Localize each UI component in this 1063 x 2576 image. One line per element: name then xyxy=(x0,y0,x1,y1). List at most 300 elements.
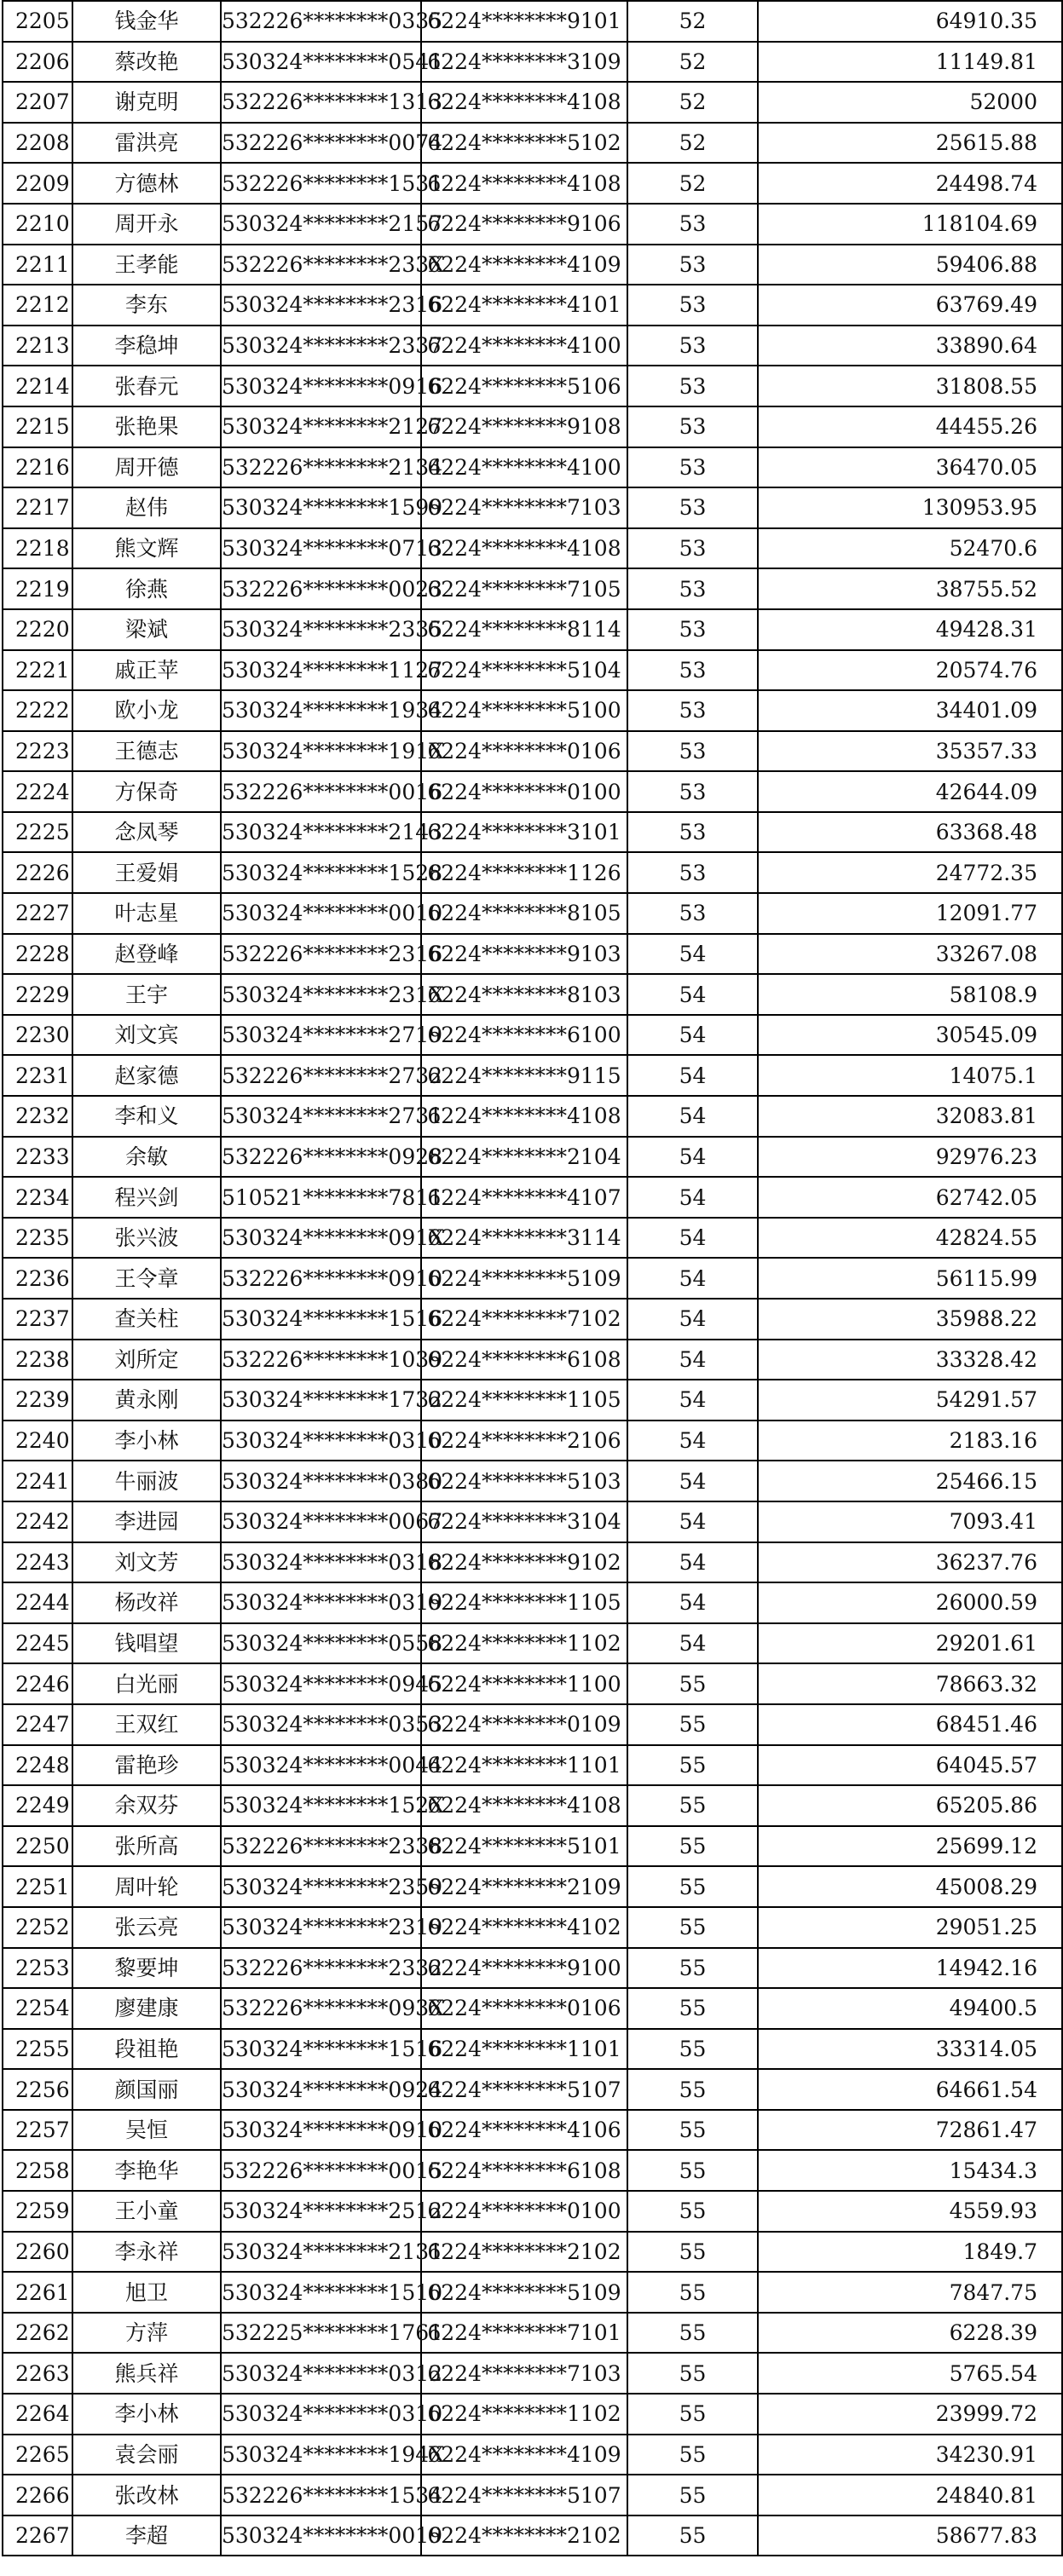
table-row xyxy=(3,2029,1062,2070)
cell-name: 周开永 xyxy=(72,204,221,245)
cell-card-number: 6224********8114 xyxy=(421,609,627,650)
cell-name: 李和义 xyxy=(72,1096,221,1137)
cell-card-number: 6224********3114 xyxy=(421,1218,627,1259)
cell-name: 李小林 xyxy=(72,1421,221,1461)
cell-serial-number: 2251 xyxy=(3,1866,72,1907)
cell-serial-number: 2214 xyxy=(3,366,72,406)
cell-name: 张兴波 xyxy=(72,1218,221,1259)
cell-card-number: 6224********5109 xyxy=(421,1258,627,1299)
cell-card-number: 6224********8105 xyxy=(421,893,627,934)
cell-amount: 1849.7 xyxy=(758,2232,1062,2273)
cell-id-number: 530324********0380 xyxy=(221,1461,421,1501)
cell-amount: 24772.35 xyxy=(758,852,1062,893)
cell-age: 55 xyxy=(627,2191,758,2232)
cell-id-number: 532226********2338 xyxy=(221,1826,421,1867)
cell-name: 杨改祥 xyxy=(72,1582,221,1623)
cell-id-number: 532226********233X xyxy=(221,245,421,285)
cell-name: 王德志 xyxy=(72,731,221,772)
cell-name: 李稳坤 xyxy=(72,326,221,366)
cell-name: 查关柱 xyxy=(72,1299,221,1340)
cell-card-number: 6224********6100 xyxy=(421,1015,627,1056)
cell-age: 54 xyxy=(627,1299,758,1340)
cell-age: 55 xyxy=(627,1988,758,2029)
cell-card-number: 6224********7103 xyxy=(421,487,627,528)
cell-id-number: 530324********2337 xyxy=(221,326,421,366)
cell-age: 55 xyxy=(627,1826,758,1867)
cell-age: 55 xyxy=(627,2272,758,2313)
table-row xyxy=(3,2272,1062,2313)
cell-age: 55 xyxy=(627,2313,758,2354)
cell-name: 熊文辉 xyxy=(72,528,221,569)
cell-serial-number: 2219 xyxy=(3,568,72,609)
cell-amount: 92976.23 xyxy=(758,1137,1062,1178)
cell-serial-number: 2222 xyxy=(3,690,72,731)
cell-serial-number: 2235 xyxy=(3,1218,72,1259)
cell-serial-number: 2241 xyxy=(3,1461,72,1501)
cell-serial-number: 2248 xyxy=(3,1745,72,1786)
cell-age: 53 xyxy=(627,285,758,326)
cell-serial-number: 2224 xyxy=(3,771,72,812)
table-row xyxy=(3,326,1062,366)
cell-age: 53 xyxy=(627,487,758,528)
cell-amount: 31808.55 xyxy=(758,366,1062,406)
table-row xyxy=(3,568,1062,609)
cell-serial-number: 2217 xyxy=(3,487,72,528)
cell-age: 55 xyxy=(627,2475,758,2515)
cell-card-number: 6224********1101 xyxy=(421,2029,627,2070)
table-row xyxy=(3,1177,1062,1218)
table-row xyxy=(3,1907,1062,1948)
cell-age: 54 xyxy=(627,1461,758,1501)
cell-name: 颜国丽 xyxy=(72,2069,221,2110)
cell-amount: 42644.09 xyxy=(758,771,1062,812)
cell-serial-number: 2247 xyxy=(3,1704,72,1745)
cell-age: 54 xyxy=(627,1421,758,1461)
table-row xyxy=(3,1218,1062,1259)
cell-id-number: 530324********0312 xyxy=(221,2353,421,2394)
cell-id-number: 530324********0558 xyxy=(221,1623,421,1664)
cell-name: 王宇 xyxy=(72,974,221,1015)
cell-amount: 42824.55 xyxy=(758,1218,1062,1259)
cell-serial-number: 2255 xyxy=(3,2029,72,2070)
cell-serial-number: 2259 xyxy=(3,2191,72,2232)
cell-card-number: 6224********9102 xyxy=(421,1542,627,1583)
cell-amount: 118104.69 xyxy=(758,204,1062,245)
cell-amount: 34401.09 xyxy=(758,690,1062,731)
cell-name: 刘所定 xyxy=(72,1340,221,1380)
cell-name: 李永祥 xyxy=(72,2232,221,2273)
cell-id-number: 530324********0916 xyxy=(221,366,421,406)
cell-name: 方萍 xyxy=(72,2313,221,2354)
cell-id-number: 530324********2512 xyxy=(221,2191,421,2232)
cell-amount: 36237.76 xyxy=(758,1542,1062,1583)
cell-amount: 34230.91 xyxy=(758,2435,1062,2475)
cell-id-number: 530324********2157 xyxy=(221,204,421,245)
cell-amount: 38755.52 xyxy=(758,568,1062,609)
cell-age: 55 xyxy=(627,2069,758,2110)
cell-id-number: 530324********0019 xyxy=(221,2515,421,2556)
cell-card-number: 6224********9101 xyxy=(421,1,627,42)
table-row xyxy=(3,366,1062,406)
table-row xyxy=(3,1866,1062,1907)
cell-amount: 25466.15 xyxy=(758,1461,1062,1501)
cell-id-number: 530324********0319 xyxy=(221,1582,421,1623)
table-row xyxy=(3,1785,1062,1826)
cell-id-number: 532226********2732 xyxy=(221,1055,421,1096)
cell-age: 55 xyxy=(627,2029,758,2070)
cell-amount: 29051.25 xyxy=(758,1907,1062,1948)
cell-age: 53 xyxy=(627,447,758,488)
cell-serial-number: 2249 xyxy=(3,1785,72,1826)
cell-name: 欧小龙 xyxy=(72,690,221,731)
cell-age: 55 xyxy=(627,1785,758,1826)
cell-card-number: 6224********1102 xyxy=(421,1623,627,1664)
cell-age: 54 xyxy=(627,1218,758,1259)
cell-id-number: 530324********091X xyxy=(221,1218,421,1259)
cell-id-number: 530324********2316 xyxy=(221,285,421,326)
table-row xyxy=(3,1340,1062,1380)
cell-card-number: 6224********2109 xyxy=(421,1866,627,1907)
cell-serial-number: 2240 xyxy=(3,1421,72,1461)
cell-serial-number: 2236 xyxy=(3,1258,72,1299)
cell-amount: 33267.08 xyxy=(758,934,1062,975)
table-row xyxy=(3,123,1062,164)
cell-card-number: 6224********1101 xyxy=(421,1745,627,1786)
cell-age: 55 xyxy=(627,1866,758,1907)
table-row xyxy=(3,852,1062,893)
cell-serial-number: 2232 xyxy=(3,1096,72,1137)
table-row xyxy=(3,1582,1062,1623)
cell-serial-number: 2216 xyxy=(3,447,72,488)
table-row xyxy=(3,2394,1062,2435)
table-row xyxy=(3,1137,1062,1178)
cell-serial-number: 2212 xyxy=(3,285,72,326)
cell-age: 53 xyxy=(627,771,758,812)
table-row xyxy=(3,1663,1062,1704)
cell-name: 赵伟 xyxy=(72,487,221,528)
table-row xyxy=(3,42,1062,83)
table-row xyxy=(3,690,1062,731)
cell-id-number: 530324********0310 xyxy=(221,1421,421,1461)
cell-serial-number: 2267 xyxy=(3,2515,72,2556)
table-row xyxy=(3,731,1062,772)
cell-card-number: 6224********9103 xyxy=(421,934,627,975)
cell-serial-number: 2263 xyxy=(3,2353,72,2394)
cell-amount: 24840.81 xyxy=(758,2475,1062,2515)
cell-name: 王令章 xyxy=(72,1258,221,1299)
table-row xyxy=(3,163,1062,204)
cell-amount: 45008.29 xyxy=(758,1866,1062,1907)
cell-name: 黎要坤 xyxy=(72,1948,221,1989)
cell-age: 55 xyxy=(627,1745,758,1786)
cell-age: 53 xyxy=(627,690,758,731)
cell-age: 55 xyxy=(627,2353,758,2394)
cell-name: 徐燕 xyxy=(72,568,221,609)
cell-serial-number: 2226 xyxy=(3,852,72,893)
table-row xyxy=(3,2232,1062,2273)
cell-age: 53 xyxy=(627,893,758,934)
table-row xyxy=(3,2110,1062,2151)
cell-serial-number: 2256 xyxy=(3,2069,72,2110)
cell-name: 李进园 xyxy=(72,1501,221,1542)
cell-age: 53 xyxy=(627,852,758,893)
cell-card-number: 6224********6108 xyxy=(421,1340,627,1380)
cell-amount: 49400.5 xyxy=(758,1988,1062,2029)
cell-id-number: 532226********1039 xyxy=(221,1340,421,1380)
table-row xyxy=(3,1988,1062,2029)
cell-id-number: 532226********0928 xyxy=(221,1137,421,1178)
cell-age: 54 xyxy=(627,1501,758,1542)
cell-serial-number: 2250 xyxy=(3,1826,72,1867)
cell-serial-number: 2254 xyxy=(3,1988,72,2029)
cell-card-number: 6224********2102 xyxy=(421,2515,627,2556)
cell-age: 52 xyxy=(627,42,758,83)
cell-id-number: 532226********1313 xyxy=(221,82,421,123)
table-row xyxy=(3,1,1062,42)
cell-age: 53 xyxy=(627,406,758,447)
cell-id-number: 532226********1531 xyxy=(221,163,421,204)
cell-id-number: 530324********2127 xyxy=(221,406,421,447)
cell-serial-number: 2252 xyxy=(3,1907,72,1948)
cell-name: 叶志星 xyxy=(72,893,221,934)
cell-id-number: 530324********0713 xyxy=(221,528,421,569)
cell-serial-number: 2257 xyxy=(3,2110,72,2151)
table-row xyxy=(3,285,1062,326)
cell-card-number: 6224********3101 xyxy=(421,812,627,853)
cell-name: 吴恒 xyxy=(72,2110,221,2151)
cell-age: 53 xyxy=(627,731,758,772)
cell-name: 赵家德 xyxy=(72,1055,221,1096)
cell-amount: 52470.6 xyxy=(758,528,1062,569)
cell-amount: 56115.99 xyxy=(758,1258,1062,1299)
cell-amount: 15434.3 xyxy=(758,2150,1062,2191)
cell-card-number: 6224********9100 xyxy=(421,1948,627,1989)
cell-card-number: 6224********4108 xyxy=(421,82,627,123)
table-row xyxy=(3,2475,1062,2515)
cell-serial-number: 2223 xyxy=(3,731,72,772)
cell-age: 53 xyxy=(627,204,758,245)
cell-name: 钱金华 xyxy=(72,1,221,42)
table-row xyxy=(3,2515,1062,2556)
cell-name: 程兴剑 xyxy=(72,1177,221,1218)
table-row xyxy=(3,1055,1062,1096)
cell-id-number: 530324********0067 xyxy=(221,1501,421,1542)
cell-id-number: 530324********2319 xyxy=(221,1907,421,1948)
cell-serial-number: 2227 xyxy=(3,893,72,934)
cell-amount: 58677.83 xyxy=(758,2515,1062,2556)
cell-serial-number: 2261 xyxy=(3,2272,72,2313)
cell-id-number: 530324********1732 xyxy=(221,1380,421,1421)
cell-serial-number: 2230 xyxy=(3,1015,72,1056)
cell-card-number: 6224********1105 xyxy=(421,1582,627,1623)
cell-name: 刘文宾 xyxy=(72,1015,221,1056)
cell-amount: 20574.76 xyxy=(758,650,1062,691)
cell-amount: 63368.48 xyxy=(758,812,1062,853)
cell-name: 牛丽波 xyxy=(72,1461,221,1501)
cell-serial-number: 2266 xyxy=(3,2475,72,2515)
table-row xyxy=(3,1623,1062,1664)
cell-age: 54 xyxy=(627,1137,758,1178)
cell-serial-number: 2234 xyxy=(3,1177,72,1218)
cell-age: 55 xyxy=(627,2435,758,2475)
cell-serial-number: 2209 xyxy=(3,163,72,204)
cell-id-number: 530324********194X xyxy=(221,2435,421,2475)
cell-amount: 35357.33 xyxy=(758,731,1062,772)
cell-name: 段祖艳 xyxy=(72,2029,221,2070)
cell-age: 54 xyxy=(627,934,758,975)
cell-card-number: 6224********7105 xyxy=(421,568,627,609)
table-row xyxy=(3,2191,1062,2232)
table-row xyxy=(3,934,1062,975)
cell-name: 赵登峰 xyxy=(72,934,221,975)
cell-card-number: 6224********4100 xyxy=(421,326,627,366)
cell-name: 张所高 xyxy=(72,1826,221,1867)
cell-card-number: 6224********4100 xyxy=(421,447,627,488)
cell-name: 谢克明 xyxy=(72,82,221,123)
table-row xyxy=(3,2069,1062,2110)
cell-amount: 33314.05 xyxy=(758,2029,1062,2070)
cell-age: 55 xyxy=(627,2110,758,2151)
cell-id-number: 530324********0044 xyxy=(221,1745,421,1786)
table-row xyxy=(3,2353,1062,2394)
table-row xyxy=(3,1015,1062,1056)
cell-card-number: 6224********1126 xyxy=(421,852,627,893)
cell-age: 55 xyxy=(627,1663,758,1704)
cell-card-number: 6224********4102 xyxy=(421,1907,627,1948)
table-row xyxy=(3,1704,1062,1745)
cell-amount: 33890.64 xyxy=(758,326,1062,366)
cell-serial-number: 2265 xyxy=(3,2435,72,2475)
cell-serial-number: 2225 xyxy=(3,812,72,853)
cell-name: 李超 xyxy=(72,2515,221,2556)
cell-card-number: 6224********4108 xyxy=(421,528,627,569)
cell-serial-number: 2220 xyxy=(3,609,72,650)
table-row xyxy=(3,1258,1062,1299)
cell-id-number: 532226********2316 xyxy=(221,934,421,975)
cell-card-number: 6224********7102 xyxy=(421,1299,627,1340)
cell-amount: 5765.54 xyxy=(758,2353,1062,2394)
cell-id-number: 530324********2131 xyxy=(221,2232,421,2273)
cell-card-number: 6224********1102 xyxy=(421,2394,627,2435)
cell-card-number: 6224********0100 xyxy=(421,2191,627,2232)
cell-serial-number: 2237 xyxy=(3,1299,72,1340)
cell-card-number: 6224********5104 xyxy=(421,650,627,691)
cell-card-number: 6224********1105 xyxy=(421,1380,627,1421)
cell-id-number: 530324********0924 xyxy=(221,2069,421,2110)
cell-id-number: 530324********152X xyxy=(221,1785,421,1826)
cell-name: 李东 xyxy=(72,285,221,326)
table-row xyxy=(3,1948,1062,1989)
cell-amount: 72861.47 xyxy=(758,2110,1062,2151)
cell-card-number: 6224********3104 xyxy=(421,1501,627,1542)
cell-age: 53 xyxy=(627,528,758,569)
cell-id-number: 532226********0023 xyxy=(221,568,421,609)
cell-amount: 24498.74 xyxy=(758,163,1062,204)
cell-age: 55 xyxy=(627,1948,758,1989)
cell-amount: 78663.32 xyxy=(758,1663,1062,1704)
table-row xyxy=(3,893,1062,934)
table-row xyxy=(3,974,1062,1015)
cell-age: 54 xyxy=(627,1542,758,1583)
cell-name: 刘文芳 xyxy=(72,1542,221,1583)
cell-age: 54 xyxy=(627,1177,758,1218)
cell-serial-number: 2206 xyxy=(3,42,72,83)
cell-card-number: 6224********5107 xyxy=(421,2475,627,2515)
cell-card-number: 6224********2106 xyxy=(421,1421,627,1461)
data-table xyxy=(2,0,1063,2556)
cell-serial-number: 2231 xyxy=(3,1055,72,1096)
cell-serial-number: 2239 xyxy=(3,1380,72,1421)
cell-serial-number: 2258 xyxy=(3,2150,72,2191)
cell-amount: 49428.31 xyxy=(758,609,1062,650)
cell-id-number: 530324********191X xyxy=(221,731,421,772)
cell-id-number: 530324********1934 xyxy=(221,690,421,731)
cell-amount: 6228.39 xyxy=(758,2313,1062,2354)
table-row xyxy=(3,528,1062,569)
cell-amount: 52000 xyxy=(758,82,1062,123)
cell-serial-number: 2215 xyxy=(3,406,72,447)
cell-id-number: 530324********1510 xyxy=(221,2272,421,2313)
cell-id-number: 532226********0074 xyxy=(221,123,421,164)
cell-serial-number: 2244 xyxy=(3,1582,72,1623)
cell-id-number: 530324********1127 xyxy=(221,650,421,691)
cell-name: 念凤琴 xyxy=(72,812,221,853)
cell-card-number: 6224********9115 xyxy=(421,1055,627,1096)
cell-amount: 44455.26 xyxy=(758,406,1062,447)
cell-id-number: 530324********0010 xyxy=(221,893,421,934)
cell-age: 54 xyxy=(627,1096,758,1137)
cell-amount: 64045.57 xyxy=(758,1745,1062,1786)
cell-name: 廖建康 xyxy=(72,1988,221,2029)
cell-amount: 23999.72 xyxy=(758,2394,1062,2435)
cell-age: 54 xyxy=(627,1340,758,1380)
cell-serial-number: 2229 xyxy=(3,974,72,1015)
cell-age: 54 xyxy=(627,1623,758,1664)
table-row xyxy=(3,1501,1062,1542)
cell-amount: 64910.35 xyxy=(758,1,1062,42)
cell-amount: 14942.16 xyxy=(758,1948,1062,1989)
cell-amount: 4559.93 xyxy=(758,2191,1062,2232)
cell-age: 55 xyxy=(627,1704,758,1745)
cell-serial-number: 2221 xyxy=(3,650,72,691)
cell-serial-number: 2233 xyxy=(3,1137,72,1178)
cell-amount: 30545.09 xyxy=(758,1015,1062,1056)
cell-serial-number: 2264 xyxy=(3,2394,72,2435)
cell-amount: 7093.41 xyxy=(758,1501,1062,1542)
cell-amount: 64661.54 xyxy=(758,2069,1062,2110)
cell-id-number: 530324********0318 xyxy=(221,1542,421,1583)
cell-amount: 25699.12 xyxy=(758,1826,1062,1867)
cell-serial-number: 2243 xyxy=(3,1542,72,1583)
cell-age: 53 xyxy=(627,568,758,609)
cell-id-number: 532226********2134 xyxy=(221,447,421,488)
table-row xyxy=(3,406,1062,447)
table-row xyxy=(3,1542,1062,1583)
cell-name: 方保奇 xyxy=(72,771,221,812)
cell-id-number: 530324********0945 xyxy=(221,1663,421,1704)
cell-name: 张艳果 xyxy=(72,406,221,447)
cell-amount: 26000.59 xyxy=(758,1582,1062,1623)
cell-name: 李艳华 xyxy=(72,2150,221,2191)
cell-amount: 59406.88 xyxy=(758,245,1062,285)
cell-card-number: 6224********2104 xyxy=(421,1137,627,1178)
cell-card-number: 6224********8103 xyxy=(421,974,627,1015)
cell-age: 54 xyxy=(627,1015,758,1056)
cell-card-number: 6224********1100 xyxy=(421,1663,627,1704)
cell-age: 54 xyxy=(627,1582,758,1623)
cell-amount: 33328.42 xyxy=(758,1340,1062,1380)
cell-age: 52 xyxy=(627,82,758,123)
